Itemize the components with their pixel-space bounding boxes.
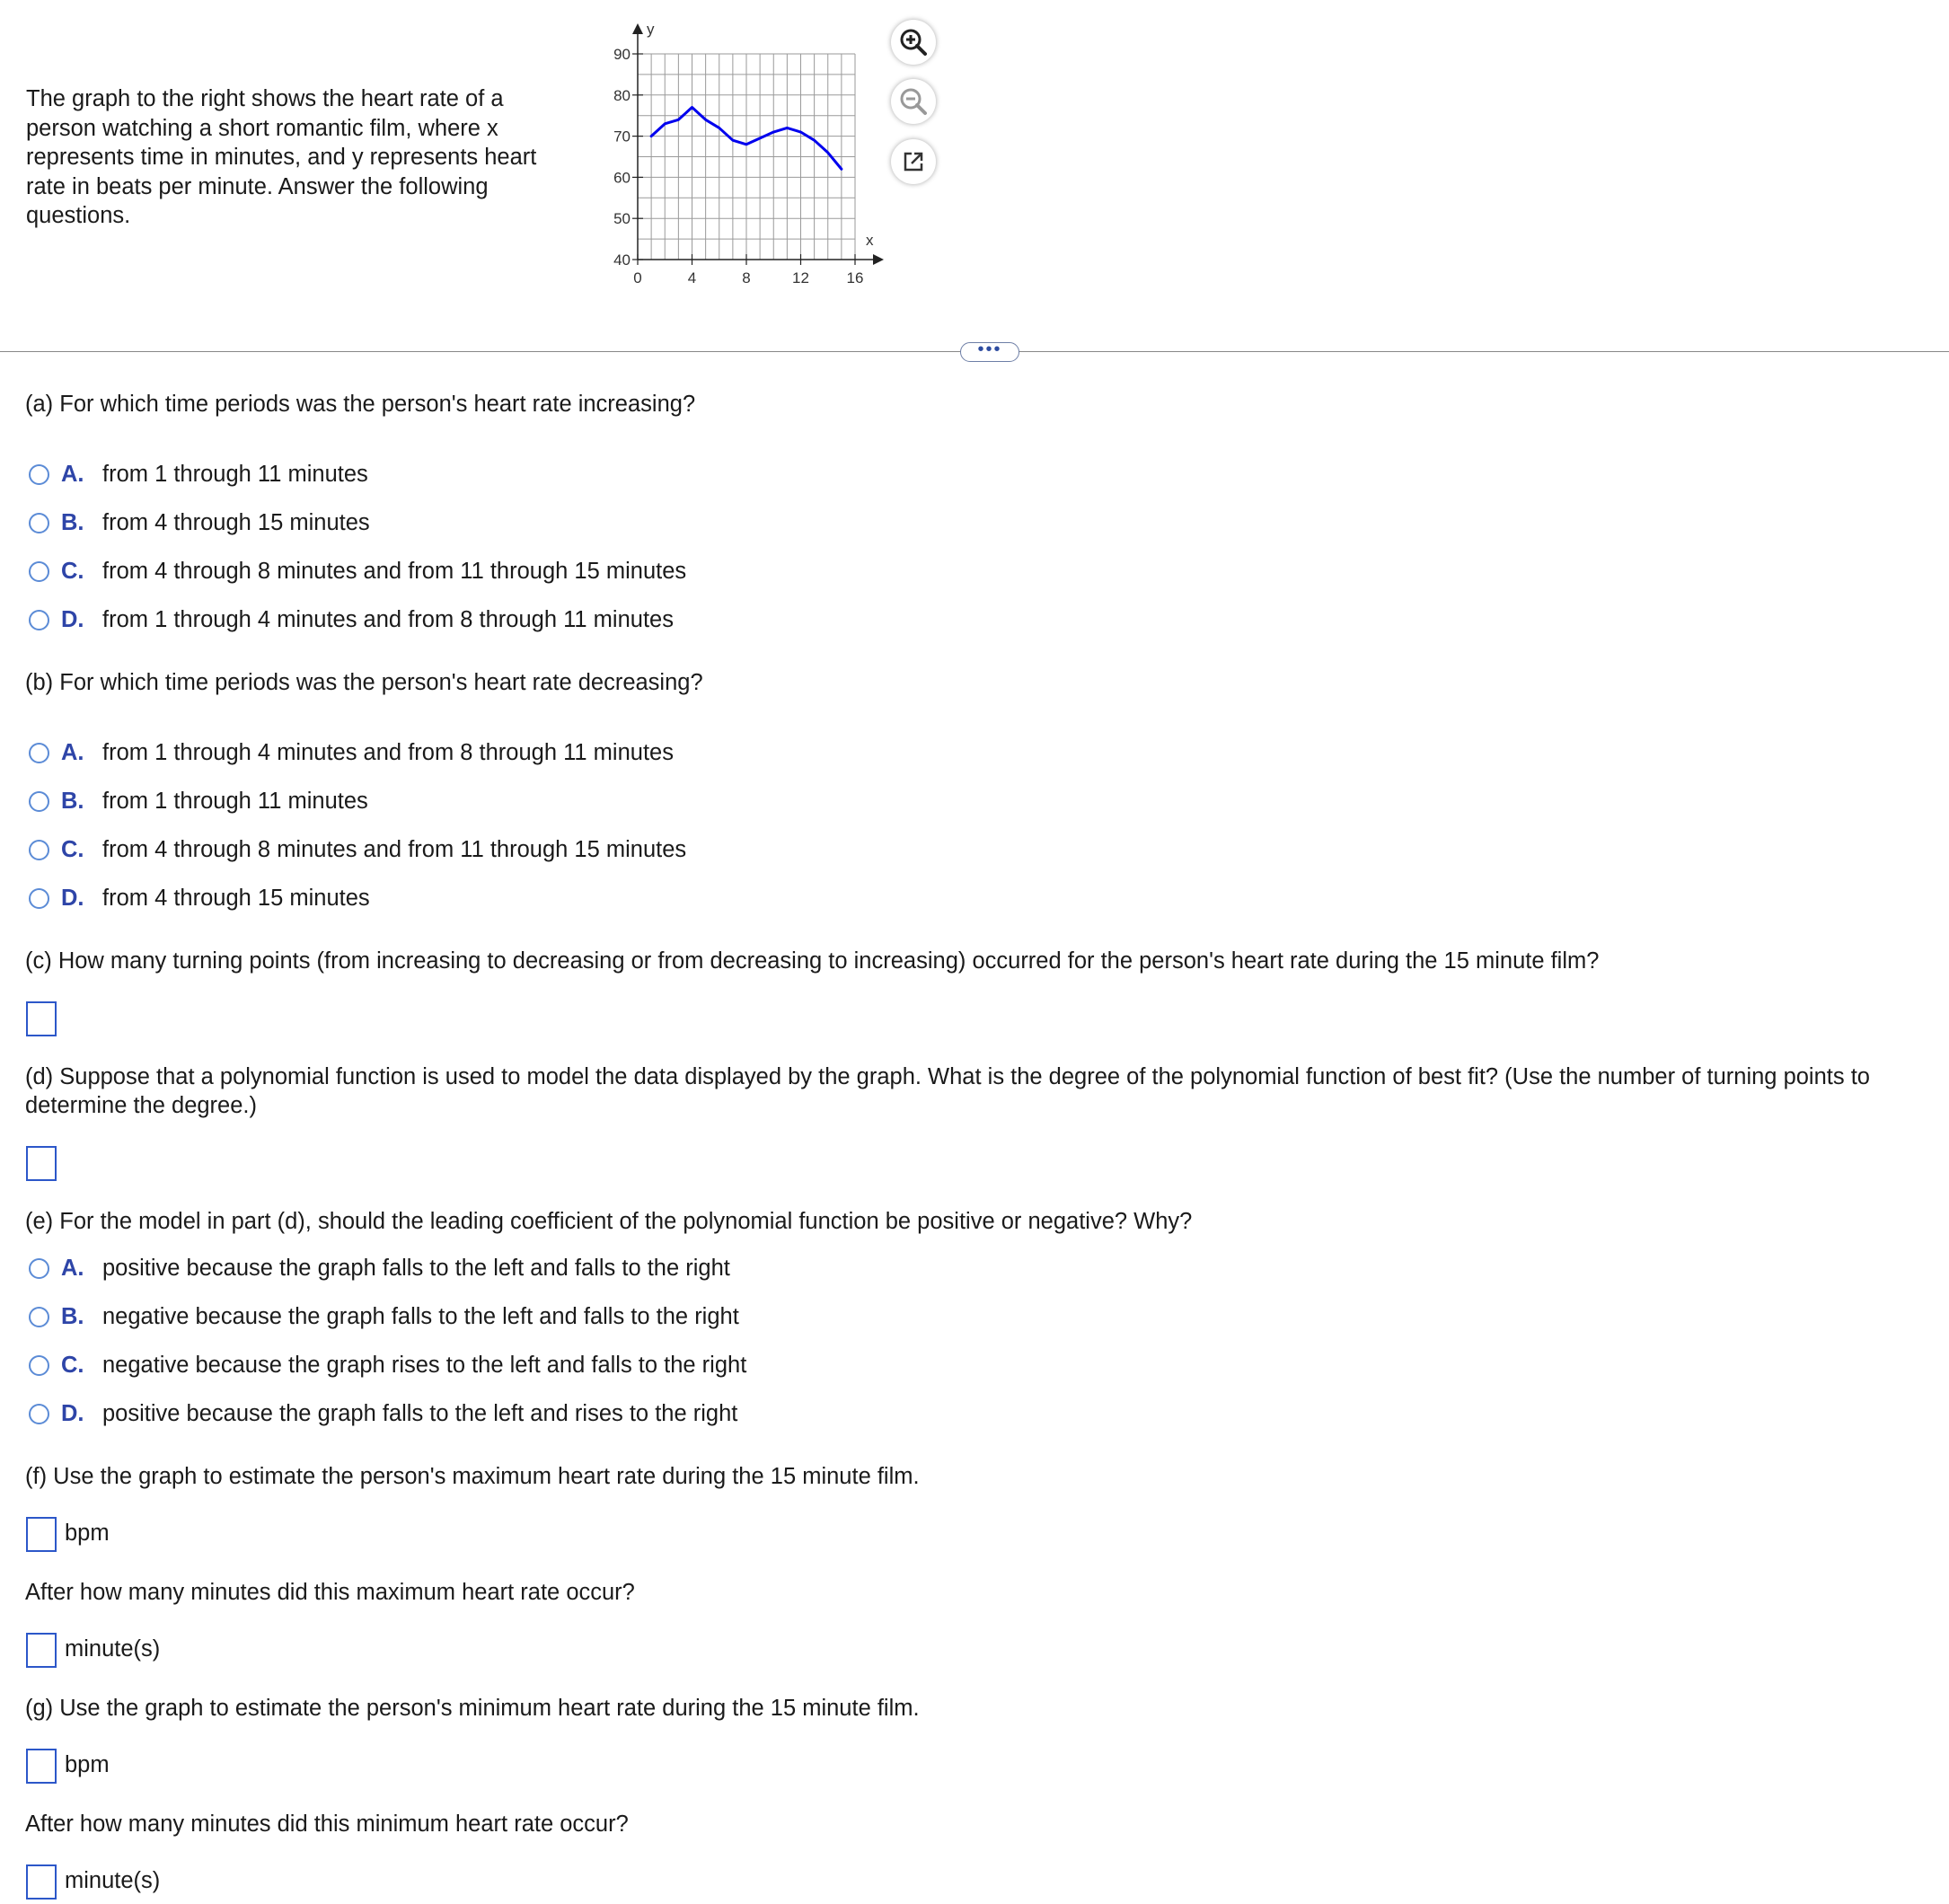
option-letter: C. [61, 1352, 84, 1378]
option-text: from 4 through 15 minutes [102, 885, 370, 911]
question-b-option-d[interactable] [29, 883, 370, 913]
question-c-prompt: (c) How many turning points (from increasing to decreasing or from decreasing to increasing) occurred for the person's heart rate during the 15 minute film? [25, 948, 1600, 974]
option-text: from 4 through 8 minutes and from 11 through 15 minutes [102, 836, 687, 862]
question-a-option-c[interactable] [29, 556, 686, 586]
question-g-prompt-2: After how many minutes did this minimum heart rate occur? [25, 1811, 629, 1837]
y-tick-label: 90 [613, 46, 631, 63]
unit-label: minute(s) [65, 1868, 161, 1893]
option-text: negative because the graph rises to the left and falls to the right [102, 1352, 747, 1378]
min-time-input[interactable] [26, 1864, 57, 1900]
question-g-prompt: (g) Use the graph to estimate the person's minimum heart rate during the 15 minute film. [25, 1696, 920, 1721]
heart-rate-graph [584, 18, 889, 296]
min-heart-rate-input[interactable] [26, 1749, 57, 1784]
option-letter: D. [61, 1400, 84, 1426]
question-a-prompt: (a) For which time periods was the person's heart rate increasing? [25, 392, 696, 417]
x-tick-label: 0 [633, 269, 642, 286]
radio-button[interactable] [29, 1355, 49, 1376]
question-a-option-b[interactable] [29, 507, 370, 538]
popout-icon [900, 148, 927, 175]
chart-grid [638, 54, 855, 260]
option-letter: B. [61, 1303, 84, 1329]
radio-button[interactable] [29, 888, 49, 909]
y-tick-label: 70 [613, 128, 631, 145]
option-text: from 1 through 11 minutes [102, 461, 368, 487]
problem-intro: The graph to the right shows the heart rate of a person watching a short romantic film, where x represents time in minutes, and y represents heart rate in beats per minute. Answer the following questions. [26, 86, 537, 228]
question-f-prompt-2: After how many minutes did this maximum heart rate occur? [25, 1580, 635, 1605]
question-d-prompt: (d) Suppose that a polynomial function is used to model the data displayed by the graph. What is the degree of the polynomial function of best fit? (Use the number of turning points to determine the degree.) [25, 1064, 1870, 1118]
radio-button[interactable] [29, 743, 49, 763]
x-tick-label: 16 [846, 269, 864, 286]
y-tick-label: 60 [613, 169, 631, 187]
option-text: from 4 through 8 minutes and from 11 through 15 minutes [102, 558, 687, 584]
zoom-out-button[interactable] [891, 79, 936, 124]
y-tick-label: 80 [613, 86, 631, 104]
radio-button[interactable] [29, 513, 49, 533]
x-tick-label: 4 [687, 269, 697, 286]
x-axis-arrow [873, 254, 884, 265]
question-e-option-d[interactable] [29, 1398, 737, 1429]
option-letter: A. [61, 1255, 84, 1281]
x-tick-label: 12 [792, 269, 809, 286]
radio-button[interactable] [29, 464, 49, 485]
unit-label: bpm [65, 1521, 110, 1546]
radio-button[interactable] [29, 561, 49, 582]
max-heart-rate-input[interactable] [26, 1517, 57, 1552]
popout-button[interactable] [891, 139, 936, 184]
radio-button[interactable] [29, 610, 49, 630]
option-letter: A. [61, 461, 84, 487]
question-e-option-b[interactable] [29, 1301, 739, 1332]
question-a-option-d[interactable] [29, 604, 674, 635]
max-time-input[interactable] [26, 1633, 57, 1668]
chart-axes [632, 23, 884, 265]
question-b-option-c[interactable] [29, 834, 686, 865]
option-text: positive because the graph falls to the left and falls to the right [102, 1255, 730, 1281]
option-letter: C. [61, 836, 84, 862]
radio-button[interactable] [29, 791, 49, 812]
question-b-option-b[interactable] [29, 786, 368, 816]
more-options-button[interactable]: ••• [960, 342, 1019, 362]
zoom-in-icon [898, 27, 929, 57]
radio-button[interactable] [29, 1404, 49, 1424]
option-letter: B. [61, 509, 84, 535]
question-a-option-a[interactable] [29, 459, 368, 489]
question-e-option-a[interactable] [29, 1253, 730, 1283]
option-text: from 1 through 4 minutes and from 8 through 11 minutes [102, 739, 674, 765]
y-axis-arrow [632, 23, 643, 34]
question-b-option-a[interactable] [29, 737, 674, 768]
zoom-in-button[interactable] [891, 20, 936, 65]
question-f-prompt: (f) Use the graph to estimate the person's maximum heart rate during the 15 minute film. [25, 1464, 920, 1489]
unit-label: minute(s) [65, 1636, 161, 1662]
radio-button[interactable] [29, 1258, 49, 1279]
degree-input[interactable] [26, 1146, 57, 1181]
option-text: from 4 through 15 minutes [102, 509, 370, 535]
x-axis-label: x [866, 232, 874, 249]
zoom-out-icon [898, 86, 929, 117]
question-e-option-c[interactable] [29, 1350, 746, 1380]
option-text: from 1 through 11 minutes [102, 788, 368, 814]
y-tick-label: 40 [613, 251, 631, 269]
option-text: positive because the graph falls to the left and rises to the right [102, 1400, 738, 1426]
option-letter: A. [61, 739, 84, 765]
question-e-prompt: (e) For the model in part (d), should the leading coefficient of the polynomial function be positive or negative? Why? [25, 1209, 1193, 1234]
option-text: negative because the graph falls to the left and falls to the right [102, 1303, 739, 1329]
option-letter: C. [61, 558, 84, 584]
option-text: from 1 through 4 minutes and from 8 through 11 minutes [102, 606, 674, 632]
option-letter: D. [61, 606, 84, 632]
radio-button[interactable] [29, 840, 49, 860]
y-axis-label: y [647, 21, 655, 38]
option-letter: D. [61, 885, 84, 911]
option-letter: B. [61, 788, 84, 814]
question-b-prompt: (b) For which time periods was the person's heart rate decreasing? [25, 670, 703, 695]
turning-points-input[interactable] [26, 1001, 57, 1036]
unit-label: bpm [65, 1752, 110, 1777]
y-tick-label: 50 [613, 210, 631, 228]
x-tick-label: 8 [742, 269, 751, 286]
radio-button[interactable] [29, 1307, 49, 1327]
